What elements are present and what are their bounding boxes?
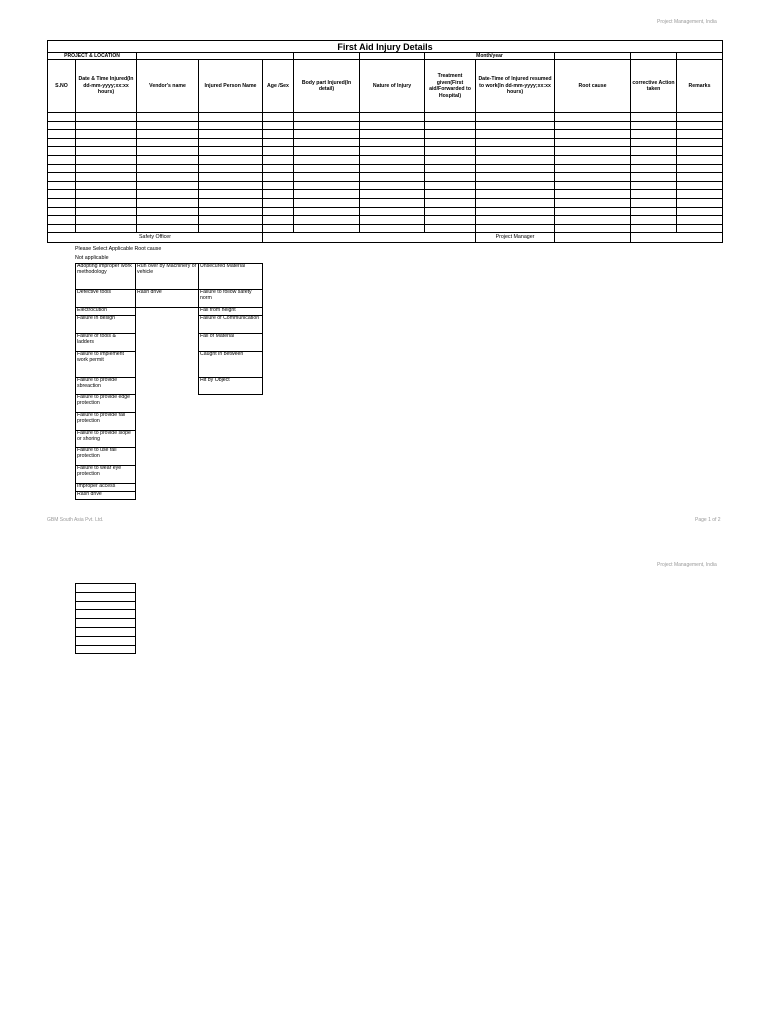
table-cell[interactable] (294, 173, 360, 182)
injury-details-table (47, 40, 723, 243)
table-cell[interactable] (677, 138, 723, 147)
table-cell[interactable] (677, 173, 723, 182)
table-cell[interactable] (294, 181, 360, 190)
root-cause-option[interactable]: Run over by Machinery or vehicle (135, 263, 199, 290)
column-header: Remarks (677, 60, 723, 113)
table-cell[interactable] (476, 190, 555, 199)
column-header: Date & Time Injured(In dd-mm-yyyy;xx:xx hours) (76, 60, 137, 113)
form-title: First Aid Injury Details (48, 41, 723, 53)
table-cell[interactable] (48, 130, 76, 139)
root-cause-option[interactable]: Adopting improper work methodology (75, 263, 136, 290)
table-row (48, 198, 723, 207)
table-cell[interactable] (360, 130, 425, 139)
table-cell[interactable] (631, 173, 677, 182)
table-cell[interactable] (294, 113, 360, 122)
table-cell[interactable] (360, 147, 425, 156)
safety-officer-signature[interactable] (263, 233, 476, 243)
table-cell[interactable] (425, 198, 476, 207)
project-location-label: PROJECT & LOCATION (48, 53, 137, 60)
table-cell[interactable] (555, 113, 631, 122)
root-cause-option[interactable]: Failure to implement work permit (75, 351, 136, 378)
table-row (76, 645, 136, 654)
root-cause-option[interactable]: Failure to wear eye protection (75, 465, 136, 484)
table-cell[interactable] (294, 224, 360, 233)
table-row (48, 138, 723, 147)
table-row (76, 610, 136, 619)
table-cell[interactable] (360, 138, 425, 147)
table-cell[interactable] (137, 121, 199, 130)
table-cell[interactable] (425, 173, 476, 182)
column-header: Treatment given(First aid/Forwarded to Hospital) (425, 60, 476, 113)
blank-cell (294, 53, 360, 60)
table-cell[interactable] (199, 113, 263, 122)
table-cell[interactable] (263, 147, 294, 156)
safety-officer-label: Safety Officer (48, 233, 263, 243)
table-cell[interactable] (360, 113, 425, 122)
table-cell[interactable] (425, 181, 476, 190)
table-cell[interactable] (360, 155, 425, 164)
table-cell[interactable] (263, 155, 294, 164)
table-cell[interactable] (48, 164, 76, 173)
table-cell[interactable] (631, 130, 677, 139)
table-row (48, 155, 723, 164)
footer-company: GBM South Asia Pvt. Ltd. (47, 517, 104, 523)
table-row (48, 216, 723, 225)
table-cell[interactable] (425, 147, 476, 156)
table-cell[interactable] (360, 207, 425, 216)
table-cell[interactable] (76, 121, 137, 130)
table-cell[interactable] (425, 190, 476, 199)
column-header: Age /Sex (263, 60, 294, 113)
table-cell[interactable] (555, 207, 631, 216)
table-cell[interactable] (555, 224, 631, 233)
root-cause-option[interactable]: Failure to provide fall protection (75, 412, 136, 431)
table-cell[interactable] (76, 147, 137, 156)
table-cell[interactable] (137, 130, 199, 139)
root-cause-option[interactable]: Failure to provide sbreaction (75, 377, 136, 395)
table-cell[interactable] (425, 113, 476, 122)
table-cell[interactable] (425, 216, 476, 225)
table-row (76, 619, 136, 628)
table-cell[interactable] (476, 113, 555, 122)
table-cell[interactable] (555, 121, 631, 130)
table-cell[interactable] (631, 181, 677, 190)
table-cell[interactable] (631, 121, 677, 130)
table-cell[interactable] (48, 190, 76, 199)
table-cell[interactable] (76, 155, 137, 164)
table-cell[interactable] (476, 121, 555, 130)
table-cell[interactable] (555, 130, 631, 139)
table-cell[interactable] (631, 147, 677, 156)
table-cell[interactable] (137, 147, 199, 156)
table-cell[interactable] (76, 610, 136, 619)
table-cell[interactable] (555, 138, 631, 147)
column-header: Date-Time of Injured resumed to work(In dd-mm-yyyy;xx:xx hours) (476, 60, 555, 113)
blank-cell (677, 53, 723, 60)
table-cell[interactable] (76, 198, 137, 207)
table-row (48, 190, 723, 199)
table-cell[interactable] (476, 216, 555, 225)
table-cell[interactable] (360, 181, 425, 190)
table-cell[interactable] (555, 147, 631, 156)
table-cell[interactable] (631, 216, 677, 225)
project-location-value[interactable] (137, 53, 294, 60)
month-year-value[interactable] (555, 53, 631, 60)
table-cell[interactable] (263, 216, 294, 225)
table-cell[interactable] (199, 216, 263, 225)
table-cell[interactable] (199, 155, 263, 164)
table-cell[interactable] (360, 216, 425, 225)
table-cell[interactable] (137, 181, 199, 190)
table-cell[interactable] (76, 207, 137, 216)
table-cell[interactable] (425, 130, 476, 139)
table-cell[interactable] (76, 181, 137, 190)
table-cell[interactable] (555, 164, 631, 173)
table-cell[interactable] (631, 224, 677, 233)
table-cell[interactable] (677, 164, 723, 173)
table-cell[interactable] (48, 216, 76, 225)
table-cell[interactable] (360, 121, 425, 130)
root-cause-option[interactable]: Caught in between (198, 351, 263, 378)
table-cell[interactable] (631, 198, 677, 207)
table-cell[interactable] (76, 592, 136, 601)
table-cell[interactable] (677, 147, 723, 156)
table-cell[interactable] (294, 198, 360, 207)
table-cell[interactable] (677, 130, 723, 139)
table-cell[interactable] (76, 113, 137, 122)
table-row (76, 627, 136, 636)
table-cell[interactable] (48, 181, 76, 190)
blank-cell (631, 53, 677, 60)
root-cause-option[interactable]: Failure to follow safety norm (198, 289, 263, 308)
table-cell[interactable] (76, 216, 137, 225)
table-cell[interactable] (76, 130, 137, 139)
column-header-row (48, 60, 723, 113)
table-cell[interactable] (48, 207, 76, 216)
table-cell[interactable] (425, 138, 476, 147)
table-cell[interactable] (48, 155, 76, 164)
footer-page-number: Page 1 of 2 (695, 517, 721, 523)
table-cell[interactable] (294, 190, 360, 199)
table-cell[interactable] (263, 121, 294, 130)
table-row (48, 147, 723, 156)
table-cell[interactable] (555, 198, 631, 207)
table-cell[interactable] (48, 224, 76, 233)
table-cell[interactable] (294, 155, 360, 164)
table-cell[interactable] (137, 190, 199, 199)
table-cell[interactable] (199, 190, 263, 199)
table-cell[interactable] (48, 173, 76, 182)
root-cause-option[interactable]: Failure of tools & ladders (75, 333, 136, 352)
table-cell[interactable] (476, 181, 555, 190)
table-cell[interactable] (555, 155, 631, 164)
root-cause-option[interactable]: Improper access (75, 483, 136, 492)
table-cell[interactable] (677, 207, 723, 216)
table-row (76, 601, 136, 610)
table-cell[interactable] (263, 224, 294, 233)
table-cell[interactable] (199, 147, 263, 156)
table-cell[interactable] (677, 181, 723, 190)
table-cell[interactable] (199, 173, 263, 182)
table-cell[interactable] (137, 138, 199, 147)
root-cause-option[interactable]: Unsecured Material (198, 263, 263, 290)
table-cell[interactable] (425, 224, 476, 233)
table-cell[interactable] (76, 173, 137, 182)
table-cell[interactable] (425, 164, 476, 173)
root-cause-option[interactable]: Failure in design (75, 315, 136, 334)
column-header: Nature of Injury (360, 60, 425, 113)
table-cell[interactable] (48, 121, 76, 130)
table-cell[interactable] (476, 164, 555, 173)
table-cell[interactable] (263, 173, 294, 182)
table-cell[interactable] (263, 164, 294, 173)
table-cell[interactable] (199, 121, 263, 130)
table-cell[interactable] (199, 198, 263, 207)
table-cell[interactable] (294, 138, 360, 147)
project-manager-signature[interactable] (555, 233, 631, 243)
table-cell[interactable] (137, 198, 199, 207)
table-cell[interactable] (263, 207, 294, 216)
table-cell[interactable] (48, 113, 76, 122)
table-cell[interactable] (677, 216, 723, 225)
table-cell[interactable] (476, 224, 555, 233)
table-cell[interactable] (476, 173, 555, 182)
table-body (48, 113, 723, 233)
table-cell[interactable] (263, 181, 294, 190)
table-cell[interactable] (677, 224, 723, 233)
root-cause-option[interactable]: Failure of Communication (198, 315, 263, 334)
table-cell[interactable] (263, 138, 294, 147)
table-cell[interactable] (294, 216, 360, 225)
root-cause-option[interactable]: Defective tools (75, 289, 136, 308)
table-cell[interactable] (425, 155, 476, 164)
table-cell[interactable] (555, 216, 631, 225)
root-cause-option[interactable]: Electrocution (75, 307, 136, 316)
table-cell[interactable] (76, 636, 136, 645)
table-cell[interactable] (199, 138, 263, 147)
table-cell[interactable] (199, 224, 263, 233)
table-cell[interactable] (555, 190, 631, 199)
table-cell[interactable] (294, 147, 360, 156)
root-cause-option[interactable]: Failure to provide slope or shoring (75, 430, 136, 448)
root-cause-option[interactable]: Rash drive (75, 491, 136, 500)
column-header: S.NO (48, 60, 76, 113)
table-cell[interactable] (631, 190, 677, 199)
table-cell[interactable] (476, 130, 555, 139)
table-cell[interactable] (476, 207, 555, 216)
table-row (48, 181, 723, 190)
table-cell[interactable] (137, 224, 199, 233)
table-cell[interactable] (199, 130, 263, 139)
table-cell[interactable] (137, 173, 199, 182)
table-cell[interactable] (476, 155, 555, 164)
column-header: Root cause (555, 60, 631, 113)
table-cell[interactable] (48, 138, 76, 147)
table-cell[interactable] (631, 113, 677, 122)
page-header-note: Project Management, India (657, 19, 717, 25)
table-cell[interactable] (76, 190, 137, 199)
table-cell[interactable] (476, 198, 555, 207)
root-cause-option[interactable]: Fall of Material (198, 333, 263, 352)
root-cause-option[interactable]: Failure to provide edge protection (75, 394, 136, 413)
table-cell[interactable] (76, 601, 136, 610)
table-cell[interactable] (294, 130, 360, 139)
table-cell[interactable] (360, 224, 425, 233)
table-cell[interactable] (360, 190, 425, 199)
table-cell[interactable] (677, 121, 723, 130)
table-row (48, 207, 723, 216)
select-root-cause-note: Please Select Applicable Root cause (75, 246, 162, 252)
table-cell[interactable] (677, 155, 723, 164)
table-cell[interactable] (137, 113, 199, 122)
table-cell[interactable] (76, 164, 137, 173)
table-cell[interactable] (199, 181, 263, 190)
table-cell[interactable] (137, 207, 199, 216)
table-cell[interactable] (677, 198, 723, 207)
column-header: Body part Injured(In detail) (294, 60, 360, 113)
table-cell[interactable] (294, 164, 360, 173)
table-cell[interactable] (294, 207, 360, 216)
project-manager-label: Project Manager (476, 233, 555, 243)
table-row (48, 130, 723, 139)
table-cell[interactable] (425, 121, 476, 130)
table-row (76, 592, 136, 601)
table-cell[interactable] (425, 207, 476, 216)
table-cell[interactable] (360, 173, 425, 182)
table-cell[interactable] (631, 138, 677, 147)
table-cell[interactable] (360, 164, 425, 173)
table-row (48, 173, 723, 182)
root-cause-option[interactable]: Failure to use fall protection (75, 447, 136, 466)
root-cause-option[interactable]: Rash drive (135, 289, 199, 308)
table-cell[interactable] (677, 113, 723, 122)
table-cell[interactable] (263, 130, 294, 139)
table-cell[interactable] (294, 121, 360, 130)
table-cell[interactable] (76, 138, 137, 147)
table-cell[interactable] (137, 155, 199, 164)
table-cell[interactable] (677, 190, 723, 199)
blank-cell (360, 53, 425, 60)
table-cell[interactable] (76, 645, 136, 654)
table-cell[interactable] (76, 224, 137, 233)
table-cell[interactable] (48, 198, 76, 207)
table-row (76, 636, 136, 645)
column-header: Injured Person Name (199, 60, 263, 113)
table-cell[interactable] (263, 113, 294, 122)
table-cell[interactable] (631, 155, 677, 164)
table-row (76, 584, 136, 593)
blank-cell (631, 233, 723, 243)
table-cell[interactable] (263, 198, 294, 207)
table-cell[interactable] (76, 584, 136, 593)
table-cell[interactable] (263, 190, 294, 199)
table-row (48, 113, 723, 122)
root-cause-option[interactable]: Hit by Object (198, 377, 263, 395)
table-cell[interactable] (476, 138, 555, 147)
table-cell[interactable] (555, 181, 631, 190)
table-cell[interactable] (476, 147, 555, 156)
page2-small-table (75, 583, 136, 654)
table-cell[interactable] (631, 164, 677, 173)
table-cell[interactable] (199, 164, 263, 173)
table-cell[interactable] (360, 198, 425, 207)
table-cell[interactable] (631, 207, 677, 216)
month-year-label: Month/year (425, 53, 555, 60)
table-cell[interactable] (76, 627, 136, 636)
table-cell[interactable] (555, 173, 631, 182)
table-cell[interactable] (199, 207, 263, 216)
table-cell[interactable] (137, 164, 199, 173)
table-row (48, 164, 723, 173)
column-header: corrective Action taken (631, 60, 677, 113)
root-cause-option[interactable]: Fall from height (198, 307, 263, 316)
table-row (48, 224, 723, 233)
table-cell[interactable] (137, 216, 199, 225)
column-header: Vendor's name (137, 60, 199, 113)
table-cell[interactable] (48, 147, 76, 156)
not-applicable-note: Not applicable (75, 255, 109, 261)
page2-header-note: Project Management, India (657, 562, 717, 568)
table-cell[interactable] (76, 619, 136, 628)
table-row (48, 121, 723, 130)
